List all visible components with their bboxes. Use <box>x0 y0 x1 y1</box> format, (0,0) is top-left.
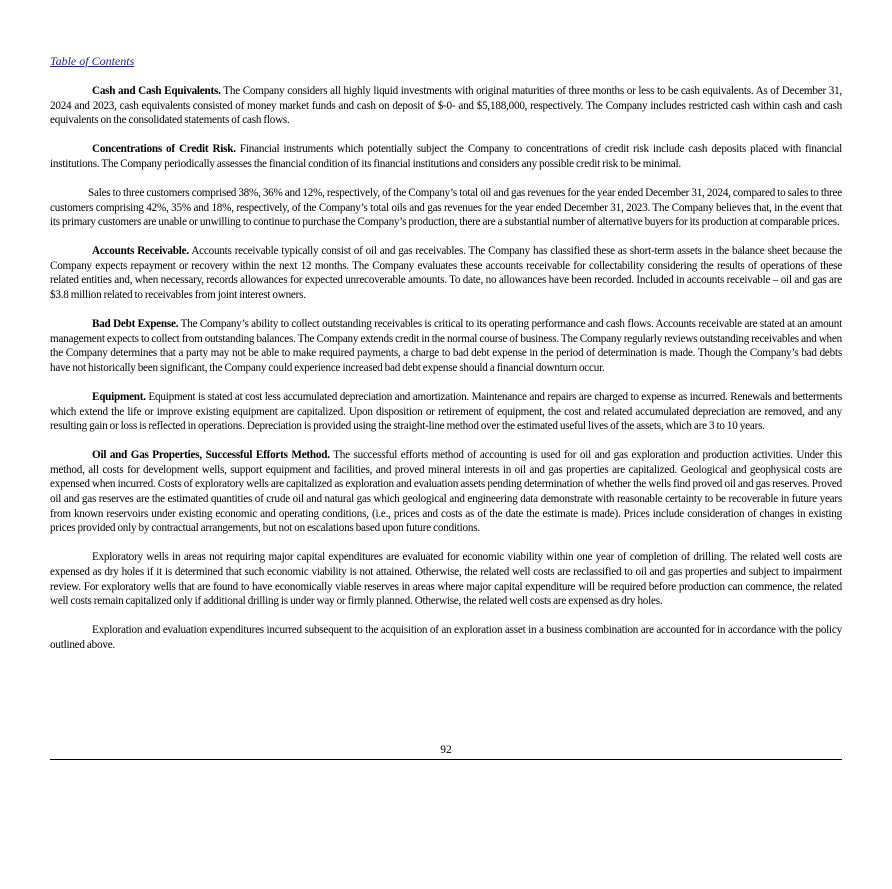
heading-bad-debt-expense: Bad Debt Expense. <box>92 318 179 331</box>
paragraph-oil-gas-properties <box>50 448 842 536</box>
heading-cash-equivalents: Cash and Cash Equivalents. <box>92 85 221 97</box>
paragraph-exploration-evaluation <box>50 623 842 652</box>
body-customer-concentration: Sales to three customers comprised 38%, 36% and 12%, respectively, of the Company’s total oil and gas revenues for the year ended December 31, 2024, compared to sales to three customers comprising 42%, 35% and 18%, respectively, of the Company’s total oils and gas revenues for the year ended December 31, 2023. The Company believes that, in the event that its primary customers are unable or unwilling to continue to purchase the Company’s production, there are a substantial number of alternative buyers for its production at comparable prices. <box>50 186 842 229</box>
paragraph-cash-equivalents <box>50 84 842 128</box>
heading-credit-risk: Concentrations of Credit Risk. <box>92 143 236 156</box>
page-number: 92 <box>440 744 452 756</box>
body-accounts-receivable: Accounts receivable typically consist of oil and gas receivables. The Company has classified these as short-term assets in the balance sheet because the Company expects repayment or recovery within the next 12 months. The Company evaluates these accounts receivable for collectability considering the results of operations of these related entities and, when necessary, records allowances for expected unrecoverable amounts. To date, no allowances have been recorded. Included in accounts receivable – oil and gas are $3.8 million related to receivables from joint interest owners. <box>50 245 842 302</box>
body-exploratory-wells: Exploratory wells in areas not requiring major capital expenditures are evaluated for economic viability within one year of completion of drilling. The related well costs are expensed as dry holes if it is determined that such economic viability is not attained. Otherwise, the related well costs are reclassified to oil and gas properties and subject to impairment review. For exploratory wells that are found to have economically viable reserves in areas where major capital expenditure will be required before production can commence, the related well costs remain capitalized only if additional drilling is under way or firmly planned. Otherwise, the related well costs are expensed as dry holes. <box>50 551 842 608</box>
paragraph-credit-risk <box>50 142 842 171</box>
paragraph-exploratory-wells <box>50 550 842 608</box>
body-oil-gas-properties: The successful efforts method of accounting is used for oil and gas exploration and production activities. Under this method, all costs for development wells, support equipment and facilities, and proved mineral interests in oil and gas properties are capitalized. Geological and geophysical costs are expensed when incurred. Costs of exploratory wells are capitalized as exploration and evaluation assets pending determination of whether the wells find proved oil and gas reserves. Proved oil and gas reserves are the estimated quantities of crude oil and natural gas which geological and engineering data demonstrate with reasonable certainty to be recoverable in future years from known reservoirs under existing economic and operating conditions, (i.e., prices and costs as of the date the estimate is made). Prices include consideration of changes in existing prices provided only by contractual arrangements, but not on escalations based upon future conditions. <box>50 449 842 535</box>
paragraph-customer-concentration <box>50 186 842 230</box>
document-page <box>50 52 842 667</box>
body-bad-debt-expense: The Company’s ability to collect outstanding receivables is critical to its operating performance and cash flows. Accounts receivable are stated at an amount management expects to collect from outstanding balances. The Company extends credit in the normal course of business. The Company regularly reviews outstanding receivables and when the Company determines that a party may not be able to make required payments, a charge to bad debt expense in the period of determination is made. Though the Company’s bad debts have not historically been significant, the Company could experience increased bad debt expense should a financial downturn occur. <box>50 318 842 374</box>
paragraph-equipment <box>50 390 842 434</box>
body-exploration-evaluation: Exploration and evaluation expenditures incurred subsequent to the acquisition of an exploration asset in a business combination are accounted for in accordance with the policy outlined above. <box>50 624 842 651</box>
heading-oil-gas-properties: Oil and Gas Properties, Successful Efforts Method. <box>92 449 330 462</box>
heading-accounts-receivable: Accounts Receivable. <box>92 245 189 258</box>
heading-equipment: Equipment. <box>92 391 146 403</box>
footer-divider <box>50 759 842 760</box>
paragraph-bad-debt-expense <box>50 317 842 375</box>
paragraph-accounts-receivable <box>50 244 842 302</box>
body-equipment: Equipment is stated at cost less accumulated depreciation and amortization. Maintenance and repairs are charged to expense as incurred. Renewals and betterments which extend the life or improve existing equipment are capitalized. Upon disposition or retirement of equipment, the cost and related accumulated depreciation are removed, and any resulting gain or loss is reflected in operations. Depreciation is provided using the straight-line method over the estimated useful lives of the assets, which are 3 to 10 years. <box>50 391 842 433</box>
body-cash-equivalents: The Company considers all highly liquid investments with original maturities of three months or less to be cash equivalents. As of December 31, 2024 and 2023, cash equivalents consisted of money market funds and cash on deposit of $-0- and $5,188,000, respectively. The Company includes restricted cash within cash and cash equivalents on the consolidated statements of cash flows. <box>50 85 842 127</box>
table-of-contents-link[interactable]: Table of Contents <box>50 54 135 68</box>
body-credit-risk: Financial instruments which potentially subject the Company to concentrations of credit risk include cash deposits placed with financial institutions. The Company periodically assesses the financial condition of its financial institutions and considers any possible credit risk to be minimal. <box>50 143 843 170</box>
